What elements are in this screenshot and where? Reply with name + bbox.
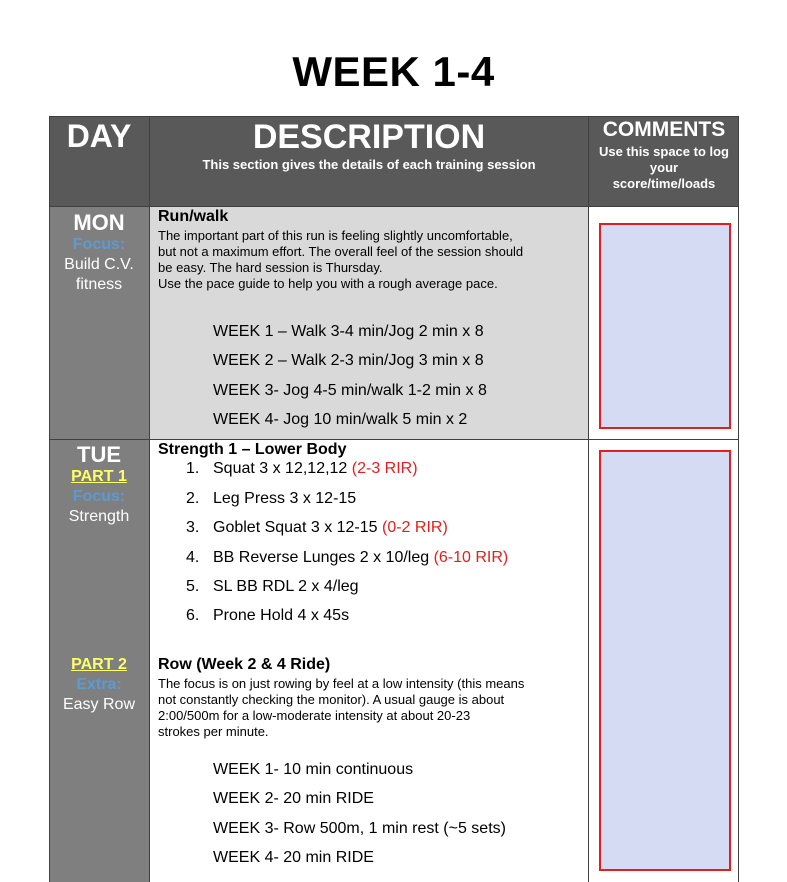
day-column-header: [49, 116, 150, 207]
mon-focus-line1: Build C.V.: [64, 256, 134, 273]
mon-session-paragraph: [158, 228, 583, 292]
row-para-line: The focus is on just rowing by feel at a low intensity (this means: [158, 676, 525, 691]
mon-week-line: WEEK 2 – Walk 2-3 min/Jog 3 min x 8: [213, 352, 484, 369]
row-para-line: 2:00/500m for a low-moderate intensity at about 20-23: [158, 708, 471, 723]
exercise-item: [213, 519, 448, 537]
mon-comments-cell: [589, 207, 739, 439]
mon-focus-line2: fitness: [75, 276, 123, 293]
tue-day-cell: [49, 440, 149, 882]
exercise-number: 1.: [186, 460, 200, 477]
exercise-text: Leg Press 3 x 12-15: [213, 490, 357, 507]
mon-session-heading: Run/walk: [158, 208, 229, 225]
exercise-item: [213, 460, 418, 478]
tue-comments-input[interactable]: [599, 450, 731, 871]
row-para-line: not constantly checking the monitor). A usual gauge is about: [158, 692, 505, 707]
exercise-item: [213, 549, 508, 567]
training-table: [49, 116, 739, 882]
table-border-left: [49, 116, 50, 882]
page-title: WEEK 1-4: [292, 48, 495, 95]
row-week-line: WEEK 3- Row 500m, 1 min rest (~5 sets): [213, 820, 506, 837]
mon-para-line: The important part of this run is feeling slightly uncomfortable,: [158, 228, 513, 243]
exercise-text: Squat 3 x 12,12,12: [213, 460, 352, 477]
exercise-rir-note: (6-10 RIR): [433, 549, 509, 566]
exercise-number: 5.: [186, 578, 200, 595]
exercise-text: SL BB RDL 2 x 4/leg: [213, 578, 359, 595]
mon-week-line: WEEK 4- Jog 10 min/walk 5 min x 2: [213, 411, 468, 428]
comments-header-subtitle: Use this space to log your score/time/loads: [598, 144, 730, 191]
mon-day-cell: [49, 207, 149, 439]
tue-description-cell: [150, 440, 588, 882]
table-divider: [588, 116, 589, 882]
table-divider: [149, 116, 150, 882]
tue-extra-text: Easy Row: [62, 696, 136, 713]
mon-para-line: but not a maximum effort. The overall feel of the session should: [158, 244, 524, 259]
tue-extra-label: Extra:: [76, 676, 122, 693]
exercise-rir-note: (2-3 RIR): [351, 460, 418, 477]
exercise-number: 4.: [186, 549, 200, 566]
mon-focus-label: Focus:: [72, 236, 126, 253]
mon-description-cell: [150, 207, 588, 439]
table-divider: [49, 206, 739, 207]
exercise-number: 6.: [186, 607, 200, 624]
tue-comments-cell: [589, 440, 739, 882]
row-week-line: WEEK 2- 20 min RIDE: [213, 790, 374, 807]
tue-strength-heading: Strength 1 – Lower Body: [158, 441, 347, 458]
exercise-rir-note: (0-2 RIR): [382, 519, 448, 536]
tue-focus-text: Strength: [68, 508, 130, 525]
mon-para-line: Use the pace guide to help you with a rough average pace.: [158, 276, 498, 291]
tue-row-heading: Row (Week 2 & 4 Ride): [158, 656, 331, 673]
exercise-text: Prone Hold 4 x 45s: [213, 607, 350, 624]
table-border-right: [738, 116, 739, 882]
row-week-line: WEEK 1- 10 min continuous: [213, 761, 414, 778]
table-border-top: [49, 116, 739, 117]
row-week-line: WEEK 4- 20 min RIDE: [213, 849, 374, 866]
mon-week-line: WEEK 1 – Walk 3-4 min/Jog 2 min x 8: [213, 323, 484, 340]
exercise-number: 2.: [186, 490, 200, 507]
tue-part1-label: PART 1: [71, 468, 127, 485]
exercise-text: BB Reverse Lunges 2 x 10/leg: [213, 549, 434, 566]
tue-day-name: TUE: [77, 442, 121, 467]
day-header-label: DAY: [66, 118, 132, 154]
description-column-header: [150, 116, 589, 207]
comments-column-header: [589, 116, 739, 207]
exercise-item: [213, 490, 356, 508]
description-header-subtitle: This section gives the details of each training session: [202, 157, 536, 172]
description-header-label: DESCRIPTION: [252, 118, 486, 156]
mon-comments-input[interactable]: [599, 223, 731, 429]
mon-week-line: WEEK 3- Jog 4-5 min/walk 1-2 min x 8: [213, 382, 487, 399]
exercise-item: [213, 578, 359, 596]
exercise-text: Goblet Squat 3 x 12-15: [213, 519, 382, 536]
exercise-number: 3.: [186, 519, 200, 536]
row-para-line: strokes per minute.: [158, 724, 269, 739]
tue-row-paragraph: [158, 676, 583, 740]
mon-para-line: be easy. The hard session is Thursday.: [158, 260, 383, 275]
tue-focus-label: Focus:: [72, 488, 126, 505]
mon-day-name: MON: [73, 210, 125, 235]
tue-part2-label: PART 2: [71, 656, 127, 673]
comments-header-label: COMMENTS: [602, 118, 726, 141]
table-divider: [49, 439, 739, 440]
exercise-item: [213, 607, 349, 625]
